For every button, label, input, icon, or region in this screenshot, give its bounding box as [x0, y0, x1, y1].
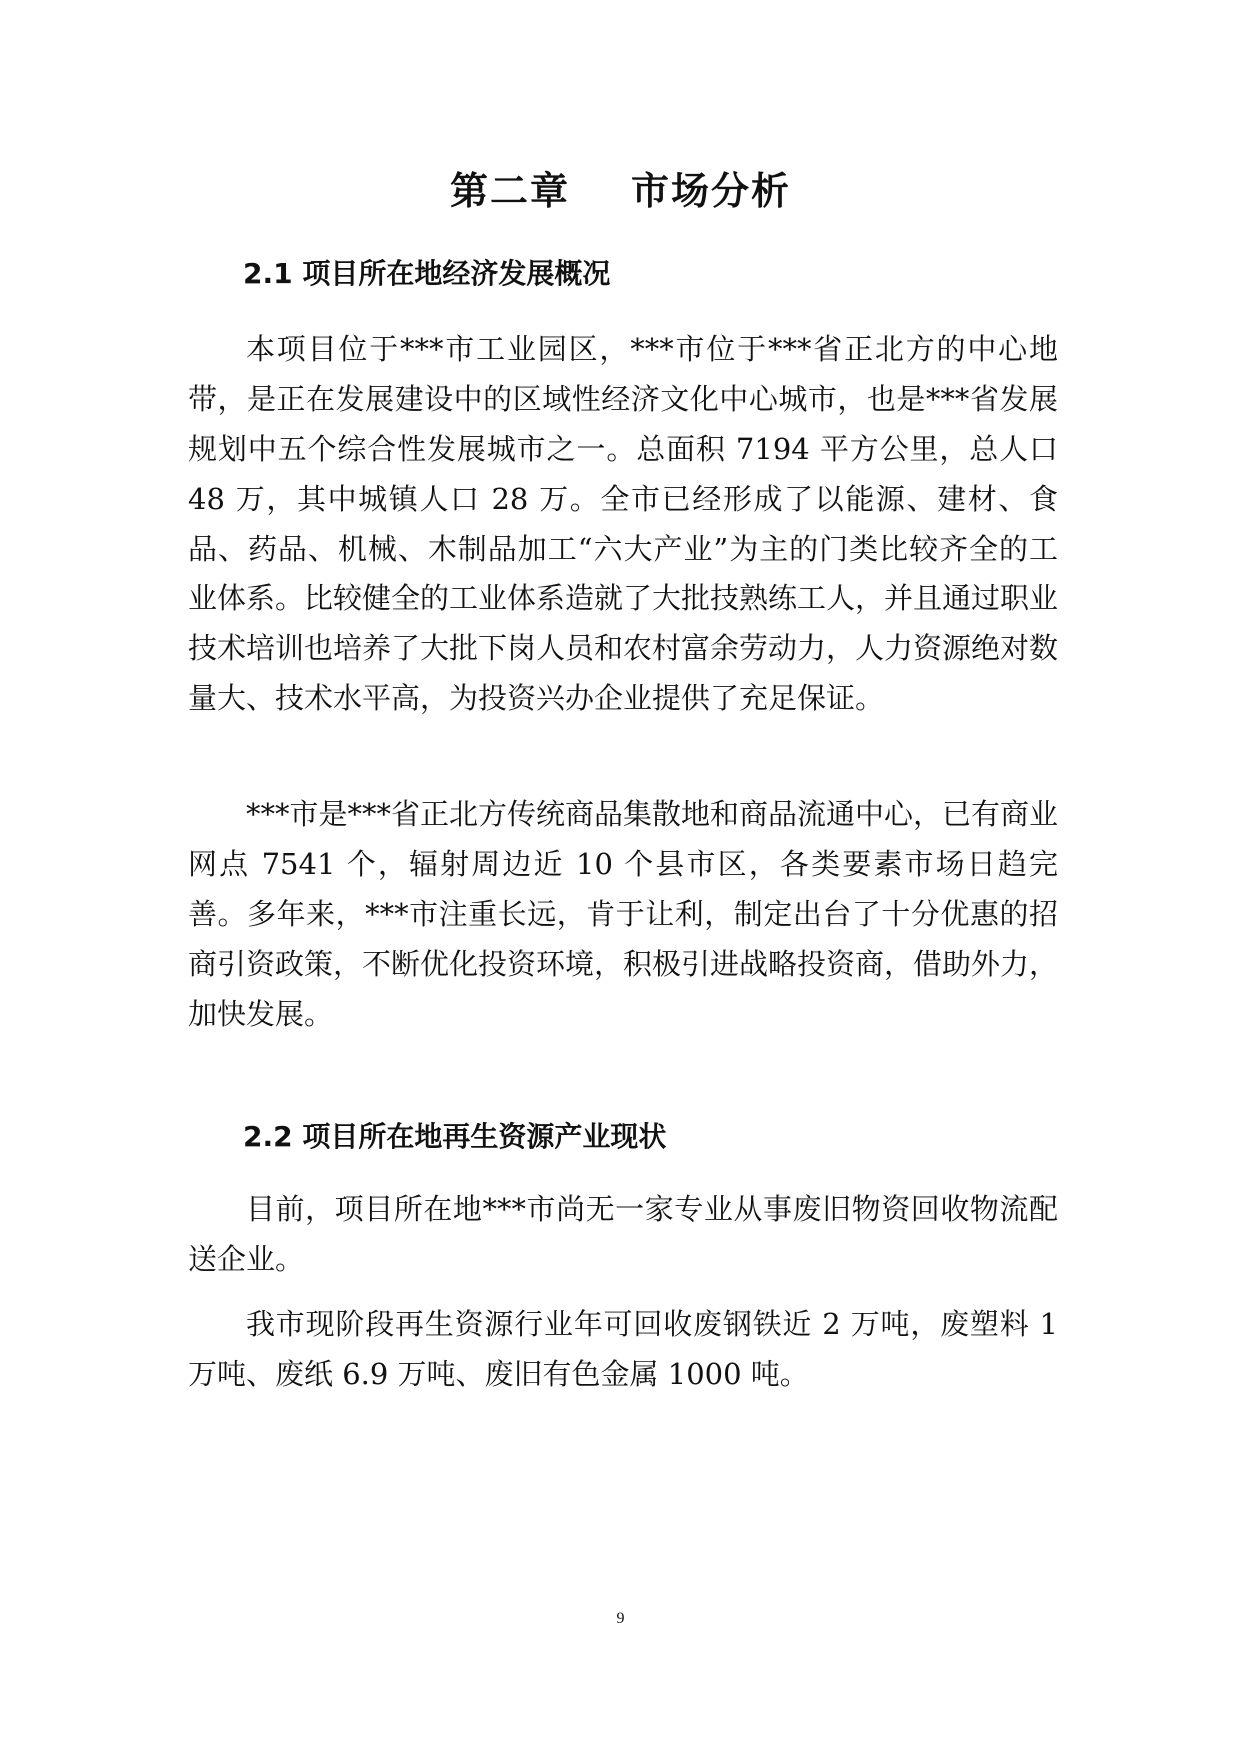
paragraph-2-1-2: ***市是***省正北方传统商品集散地和商品流通中心，已有商业网点 7541 个，辐射周边近 10 个县市区，各类要素市场日趋完善。多年来，***市注重长远，肯于让利，制定出台了十分优惠的招商引资政策，不断优化投资环境，积极引进战略投资商，借助外力，加快发展。: [188, 797, 1059, 1031]
paragraph-2-2-1: 目前，项目所在地***市尚无一家专业从事废旧物资回收物流配送企业。: [188, 1192, 1058, 1276]
paragraph-2-1-1: 本项目位于***市工业园区，***市位于***省正北方的中心地带，是正在发展建设中的区域性经济文化中心城市，也是***省发展规划中五个综合性发展城市之一。总面积 7194 平方公里，总人口 48 万，其中城镇人口 28 万。全市已经形成了以能源、建材、食品、药品、机械、木制品加工“六大产业”为主的门类比较齐全的工业体系。比较健全的工业体系造就了大批技熟练工人，并且通过职业技术培训也培养了大批下岗人员和农村富余劳动力，人力资源绝对数量大、技术水平高，为投资兴办企业提供了充足保证。: [188, 332, 1059, 716]
paragraph-2-2-2: 我市现阶段再生资源行业年可回收废钢铁近 2 万吨，废塑料 1 万吨、废纸 6.9 万吨、废旧有色金属 1000 吨。: [188, 1307, 1058, 1391]
section-heading-2-1: 2.1 项目所在地经济发展概况: [243, 257, 611, 290]
chapter-title: 第二章 市场分析: [450, 169, 791, 213]
section-heading-2-2: 2.2 项目所在地再生资源产业现状: [243, 1120, 667, 1153]
page-number: 9: [616, 1610, 625, 1627]
